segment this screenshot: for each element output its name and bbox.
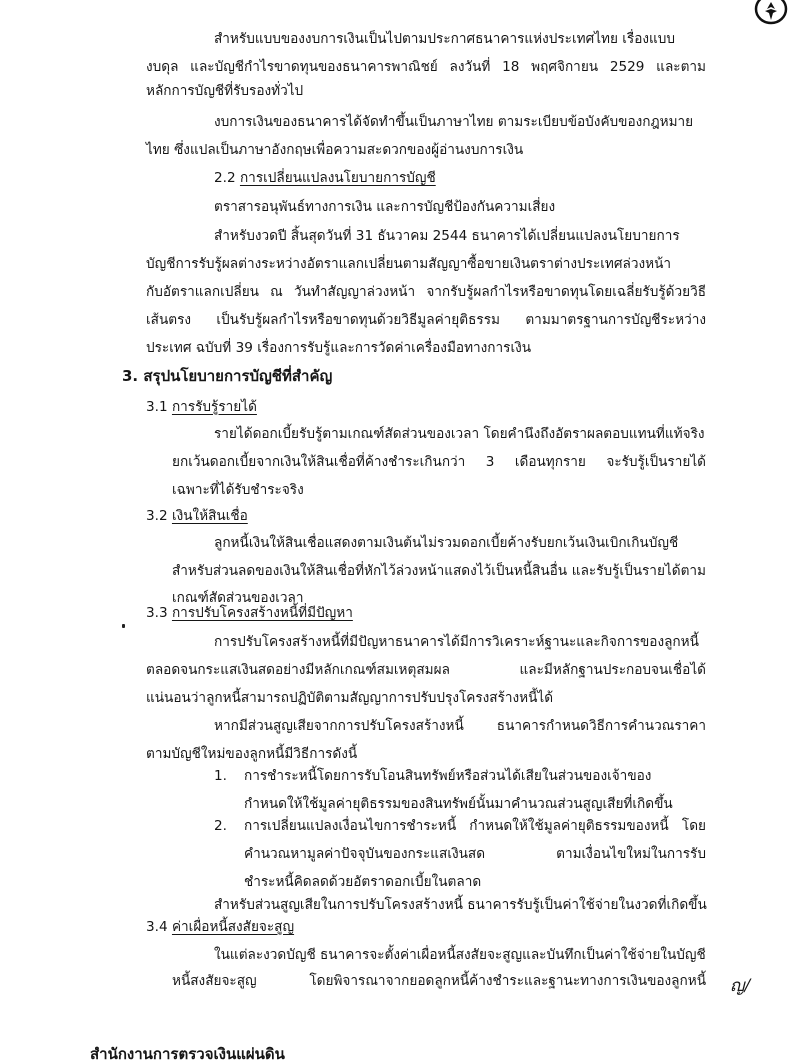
list-item-number: 1.: [214, 768, 227, 784]
garuda-seal-icon: [754, 0, 788, 26]
para-3-2-line-3: เกณฑ์สัดส่วนของเวลา: [172, 590, 304, 606]
para-3-3b-line-2: ตามบัญชีใหม่ของลูกหนี้มีวิธีการดังนี้: [146, 746, 358, 762]
para-1-line-2: งบดุล และบัญชีกำไรขาดทุนของธนาคารพาณิชย์ ลงวันที่ 18 พฤศจิกายน 2529 และตาม: [146, 59, 706, 75]
para-1-line-3: หลักการบัญชีที่รับรองทั่วไป: [146, 83, 304, 99]
para-3-3b-line-1: หากมีส่วนสูญเสียจากการปรับโครงสร้างหนี้ ธนาคารกำหนดวิธีการคำนวณราคา: [214, 718, 706, 734]
list-item-1-line-1: การชำระหนี้โดยการรับโอนสินทรัพย์หรือส่วนได้เสียในส่วนของเจ้าของ: [244, 768, 652, 784]
section-number: 3.4: [146, 919, 168, 935]
para-1-line-1: สำหรับแบบของงบการเงินเป็นไปตามประกาศธนาคารแห่งประเทศไทย เรื่องแบบ: [214, 31, 676, 47]
section-3-heading: [122, 367, 332, 385]
list-item-2-line-3: ชำระหนี้คิดลดด้วยอัตราดอกเบี้ยในตลาด: [244, 874, 482, 890]
para-3-line-3: กับอัตราแลกเปลี่ยน ณ วันทำสัญญาล่วงหน้า จากรับรู้ผลกำไรหรือขาดทุนโดยเฉลี่ยรับรู้ด้วยวิธี: [146, 284, 706, 300]
section-3-1-heading: [146, 398, 257, 416]
section-title: สรุปนโยบายการบัญชีที่สำคัญ: [143, 367, 333, 385]
section-number: 3.2: [146, 508, 168, 524]
para-3-3-line-2: ตลอดจนกระแสเงินสดอย่างมีหลักเกณฑ์สมเหตุสมผล และมีหลักฐานประกอบจนเชื่อได้: [146, 662, 706, 678]
section-number: 2.2: [214, 170, 236, 186]
section-title: เงินให้สินเชื่อ: [171, 508, 248, 524]
section-2-2-heading: [214, 169, 436, 187]
para-2-line-2: ไทย ซึ่งแปลเป็นภาษาอังกฤษเพื่อความสะดวกของผู้อ่านงบการเงิน: [146, 142, 524, 158]
section-title: การรับรู้รายได้: [171, 399, 257, 415]
para-3-1-line-1: รายได้ดอกเบี้ยรับรู้ตามเกณฑ์สัดส่วนของเวลา โดยคำนึงถึงอัตราผลตอบแทนที่แท้จริง: [214, 426, 705, 442]
section-3-4-heading: [146, 918, 294, 936]
para-3-3-line-1: การปรับโครงสร้างหนี้ที่มีปัญหาธนาคารได้มีการวิเคราะห์ฐานะและกิจการของลูกหนี้: [214, 634, 699, 650]
para-2-line-1: งบการเงินของธนาคารได้จัดทำขึ้นเป็นภาษาไทย ตามระเบียบข้อบังคับของกฎหมาย: [214, 114, 694, 130]
para-3-1-line-2: ยกเว้นดอกเบี้ยจากเงินให้สินเชื่อที่ค้างชำระเกินกว่า 3 เดือนทุกราย จะรับรู้เป็นรายได้: [172, 454, 706, 470]
list-item-2-line-2: คำนวณหามูลค่าปัจจุบันของกระแสเงินสด ตามเงื่อนไขใหม่ในการรับ: [244, 846, 706, 862]
section-2-2-subtitle: ตราสารอนุพันธ์ทางการเงิน และการบัญชีป้องกันความเสี่ยง: [214, 199, 556, 215]
para-3-2-line-2: สำหรับส่วนลดของเงินให้สินเชื่อที่หักไว้ล่วงหน้าแสดงไว้เป็นหนี้สินอื่น และรับรู้เป็นรายได้ตาม: [172, 563, 706, 579]
section-number: 3.3: [146, 605, 168, 621]
para-3-2-line-1: ลูกหนี้เงินให้สินเชื่อแสดงตามเงินต้นไม่รวมดอกเบี้ยค้างรับยกเว้นเงินเบิกเกินบัญชี: [214, 535, 679, 551]
para-3-line-5: ประเทศ ฉบับที่ 39 เรื่องการรับรู้และการวัดค่าเครื่องมือทางการเงิน: [146, 340, 532, 356]
section-title: การเปลี่ยนแปลงนโยบายการบัญชี: [239, 170, 436, 186]
para-3-3c: สำหรับส่วนสูญเสียในการปรับโครงสร้างหนี้ ธนาคารรับรู้เป็นค่าใช้จ่ายในงวดที่เกิดขึ้น: [214, 897, 707, 913]
section-number: 3.1: [146, 399, 168, 415]
section-title: การปรับโครงสร้างหนี้ที่มีปัญหา: [171, 605, 353, 621]
list-item-number: 2.: [214, 818, 227, 834]
para-3-4-line-2: หนี้สงสัยจะสูญ โดยพิจารณาจากยอดลูกหนี้ค้างชำระและฐานะทางการเงินของลูกหนี้: [172, 973, 706, 989]
section-title: ค่าเผื่อหนี้สงสัยจะสูญ: [171, 919, 295, 935]
para-3-3-line-3: แน่นอนว่าลูกหนี้สามารถปฏิบัติตามสัญญาการปรับปรุงโครงสร้างหนี้ได้: [146, 690, 554, 706]
para-3-4-line-1: ในแต่ละงวดบัญชี ธนาคารจะตั้งค่าเผื่อหนี้สงสัยจะสูญและบันทึกเป็นค่าใช้จ่ายในบัญชี: [214, 947, 706, 963]
section-3-3-heading: [146, 604, 353, 622]
section-3-2-heading: [146, 507, 248, 525]
para-3-line-1: สำหรับงวดปี สิ้นสุดวันที่ 31 ธันวาคม 2544 ธนาคารได้เปลี่ยนแปลงนโยบายการ: [214, 228, 680, 244]
handwritten-initials: ญ/: [730, 976, 751, 996]
list-item-2-line-1: การเปลี่ยนแปลงเงื่อนไขการชำระหนี้ กำหนดให้ใช้มูลค่ายุติธรรมของหนี้ โดย: [244, 818, 706, 834]
section-number: 3.: [122, 367, 139, 385]
list-item-1-line-2: กำหนดให้ใช้มูลค่ายุติธรรมของสินทรัพย์นั้นมาคำนวณส่วนสูญเสียที่เกิดขึ้น: [244, 796, 673, 812]
para-3-line-4: เส้นตรง เป็นรับรู้ผลกำไรหรือขาดทุนด้วยวิธีมูลค่ายุติธรรม ตามมาตรฐานการบัญชีระหว่าง: [146, 312, 706, 328]
scan-speck: [122, 624, 125, 628]
para-3-line-2: บัญชีการรับรู้ผลต่างระหว่างอัตราแลกเปลี่ยนตามสัญญาซื้อขายเงินตราต่างประเทศล่วงหน้า: [146, 256, 671, 272]
footer-organization: สำนักงานการตรวจเงินแผ่นดิน: [90, 1045, 285, 1063]
para-3-1-line-3: เฉพาะที่ได้รับชำระจริง: [172, 482, 304, 498]
